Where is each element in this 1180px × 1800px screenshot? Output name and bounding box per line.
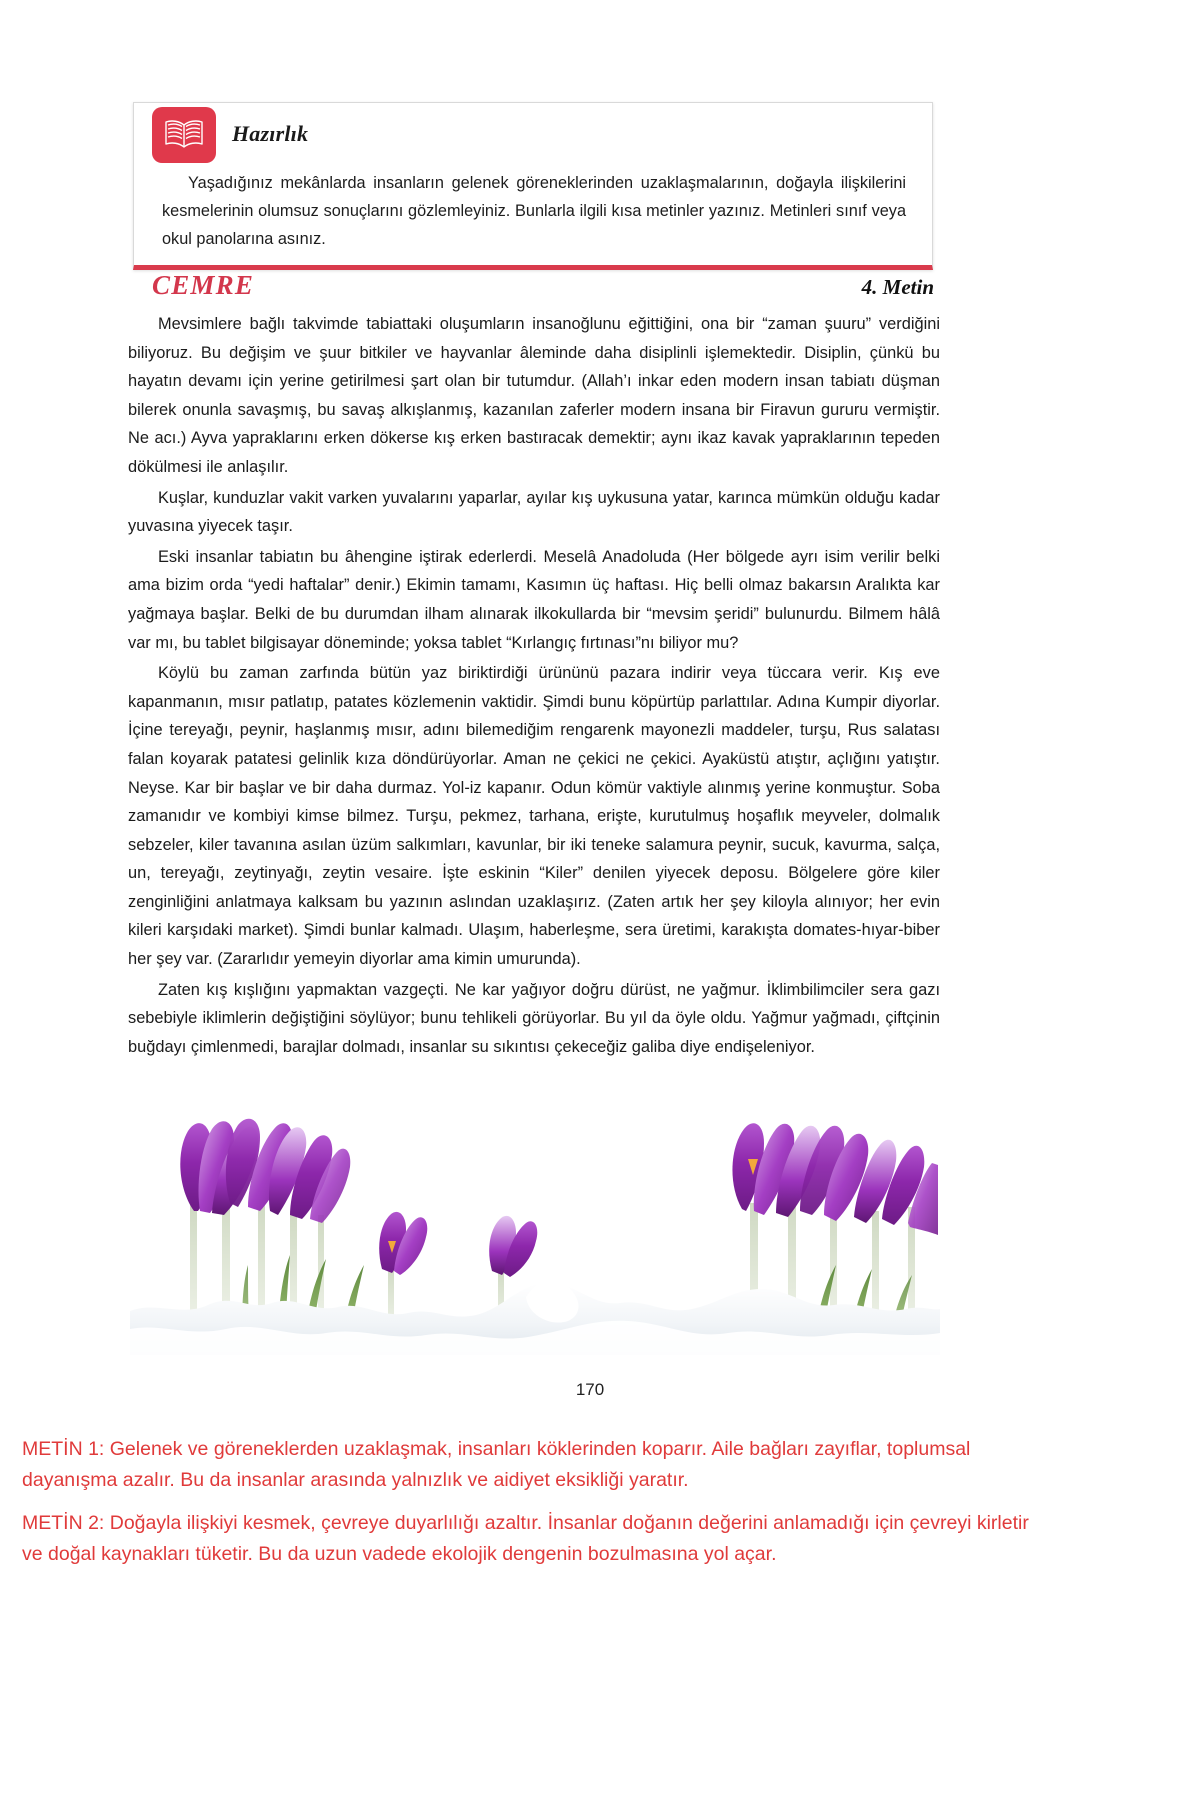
hazirlik-instruction-text [134,165,932,253]
body-paragraph: Eski insanlar tabiatın bu âhengine iştirak ederlerdi. Meselâ Anadoluda (Her bölgede ayrı isim verilir belki ama bizim orda “yedi haftalar” denir.) Ekimin tamamı, Kasımın üç haftası. Hiç belli olmaz bakarsın Aralıkta kar yağmaya başlar. Belki de bu durumdan ilham alınarak ilkokullarda bir “mevsim şeridi” bulunurdu. Bilmem hâlâ var mı, bu tablet bilgisayar döneminde; yoksa tablet “Kırlangıç fırtınası”nı biliyor mu? [128,547,940,652]
hazirlik-header [134,103,932,165]
page-title: CEMRE [152,270,255,300]
annotation-metin-1: METİN 1: Gelenek ve göreneklerden uzaklaşmak, insanları köklerinden koparır. Aile bağları zayıflar, toplumsal dayanışma azalır. Bu da insanlar arasında yalnızlık ve aidiyet eksikliği yaratır. [22,1438,971,1491]
body-paragraph: Kuşlar, kunduzlar vakit varken yuvalarını yaparlar, ayılar kış uykusuna yatar, karınca mümkün olduğu kadar yuvasına yiyecek taşır. [128,488,940,536]
body-paragraph: Köylü bu zaman zarfında bütün yaz biriktirdiği ürününü pazara indirir veya tüccara verir. Kış eve kapanmanın, mısır patlatıp, patates közlemenin vaktidir. Şimdi bunu köpürtüp parlattılar. Adına Kumpir diyorlar. İçine tereyağı, peynir, haşlanmış mısır, adını bilemediğim rengarenk mayonezli maddeler, turşu, Rus salatası falan koyarak patatesi gelinlik kıza döndürüyorlar. Aman ne çekici ne çekici. Ayaküstü atıştır, açlığını yatıştır. Neyse. Kar bir başlar ve bir daha durmaz. Yol-iz kapanır. Odun kömür vaktiyle alınmış yerine konmuştur. Soba zamanıdır ve kombiyi kimse bilmez. Turşu, pekmez, tarhana, erişte, kurutulmuş hoşaflık meyveler, dolmalık sebzeler, kiler tavanına asılan üzüm salkımları, kavunlar, bir iki teneke salamura peynir, sucuk, kavurma, salça, un, tereyağı, zeytinyağı, zeytin vesaire. İşte eskinin “Kiler” denilen yiyecek deposu. Bölgelere göre kiler zenginliğini anlatmaya kalksam bu yazının aslından uzaklaşırız. (Zaten artık her şey kiloyla alınıyor; her evin kileri karşıdaki market). Şimdi bunlar kalmadı. Ulaşım, haberleşme, sera üretimi, karakışta domates-hıyar-biber her şey var. (Zararlıdır yemeyin diyorlar ama kimin umurunda). [128,664,940,969]
open-book-icon [152,107,216,163]
text-heading-row [152,270,934,301]
hazirlik-instruction-value: Yaşadığınız mekânlarda insanların gelenek göreneklerinden uzaklaşmalarının, doğayla ilişkilerini kesmelerinin olumsuz sonuçlarını gözlemleyiniz. Bunlarla ilgili kısa metinler yazınız. Metinleri sınıf veya okul panolarına asınız. [162,174,906,248]
page-number: 170 [575,1380,605,1399]
body-paragraph: Zaten kış kışlığını yapmaktan vazgeçti. Ne kar yağıyor doğru dürüst, ne yağmur. İklimbilimciler sera gazı sebebiyle iklimlerin değiştiğini söylüyor; bunu tehlikeli görüyorlar. Bu yıl da öyle oldu. Yağmur yağmadı, çiftçinin buğdayı çimlenmedi, barajlar dolmadı, insanlar su sıkıntısı çekeceğiz galiba diye endişeleniyor. [128,980,940,1056]
body-paragraph: Mevsimlere bağlı takvimde tabiattaki oluşumların insanoğlunu eğittiğini, ona bir “zaman şuuru” verdiğini biliyoruz. Bu değişim ve şuur bitkiler ve hayvanlar âleminde daha disiplinli işlemektedir. Disiplin, çünkü bu hayatın devamı için yerine getirilmesi şart olan bir tutumdur. (Allah’ı inkar eden modern insan tabiatı düşman bilerek onunla savaşmış, bu savaş alkışlanmış, kazanılan zaferler modern insana bir Firavun gururu vermiştir. Ne acı.) Ayva yapraklarını erken dökerse kış erken bastıracak demektir; aynı ikaz kavak yapraklarının tepeden dökülmesi ile anlaşılır. [128,315,940,476]
annotation-metin-2: METİN 2: Doğayla ilişkiyi kesmek, çevreye duyarlılığı azaltır. İnsanlar doğanın değerini anlamadığı için çevreyi kirletir ve doğal kaynakları tüketir. Bu da uzun vadede ekolojik dengenin bozulmasına yol açar. [22,1512,1029,1565]
crocus-flowers-photo [130,1115,940,1355]
hazirlik-box [133,102,933,270]
hazirlik-title: Hazırlık [232,121,309,146]
article-body [128,310,940,1063]
metin-number-label: 4. Metin [861,275,934,299]
